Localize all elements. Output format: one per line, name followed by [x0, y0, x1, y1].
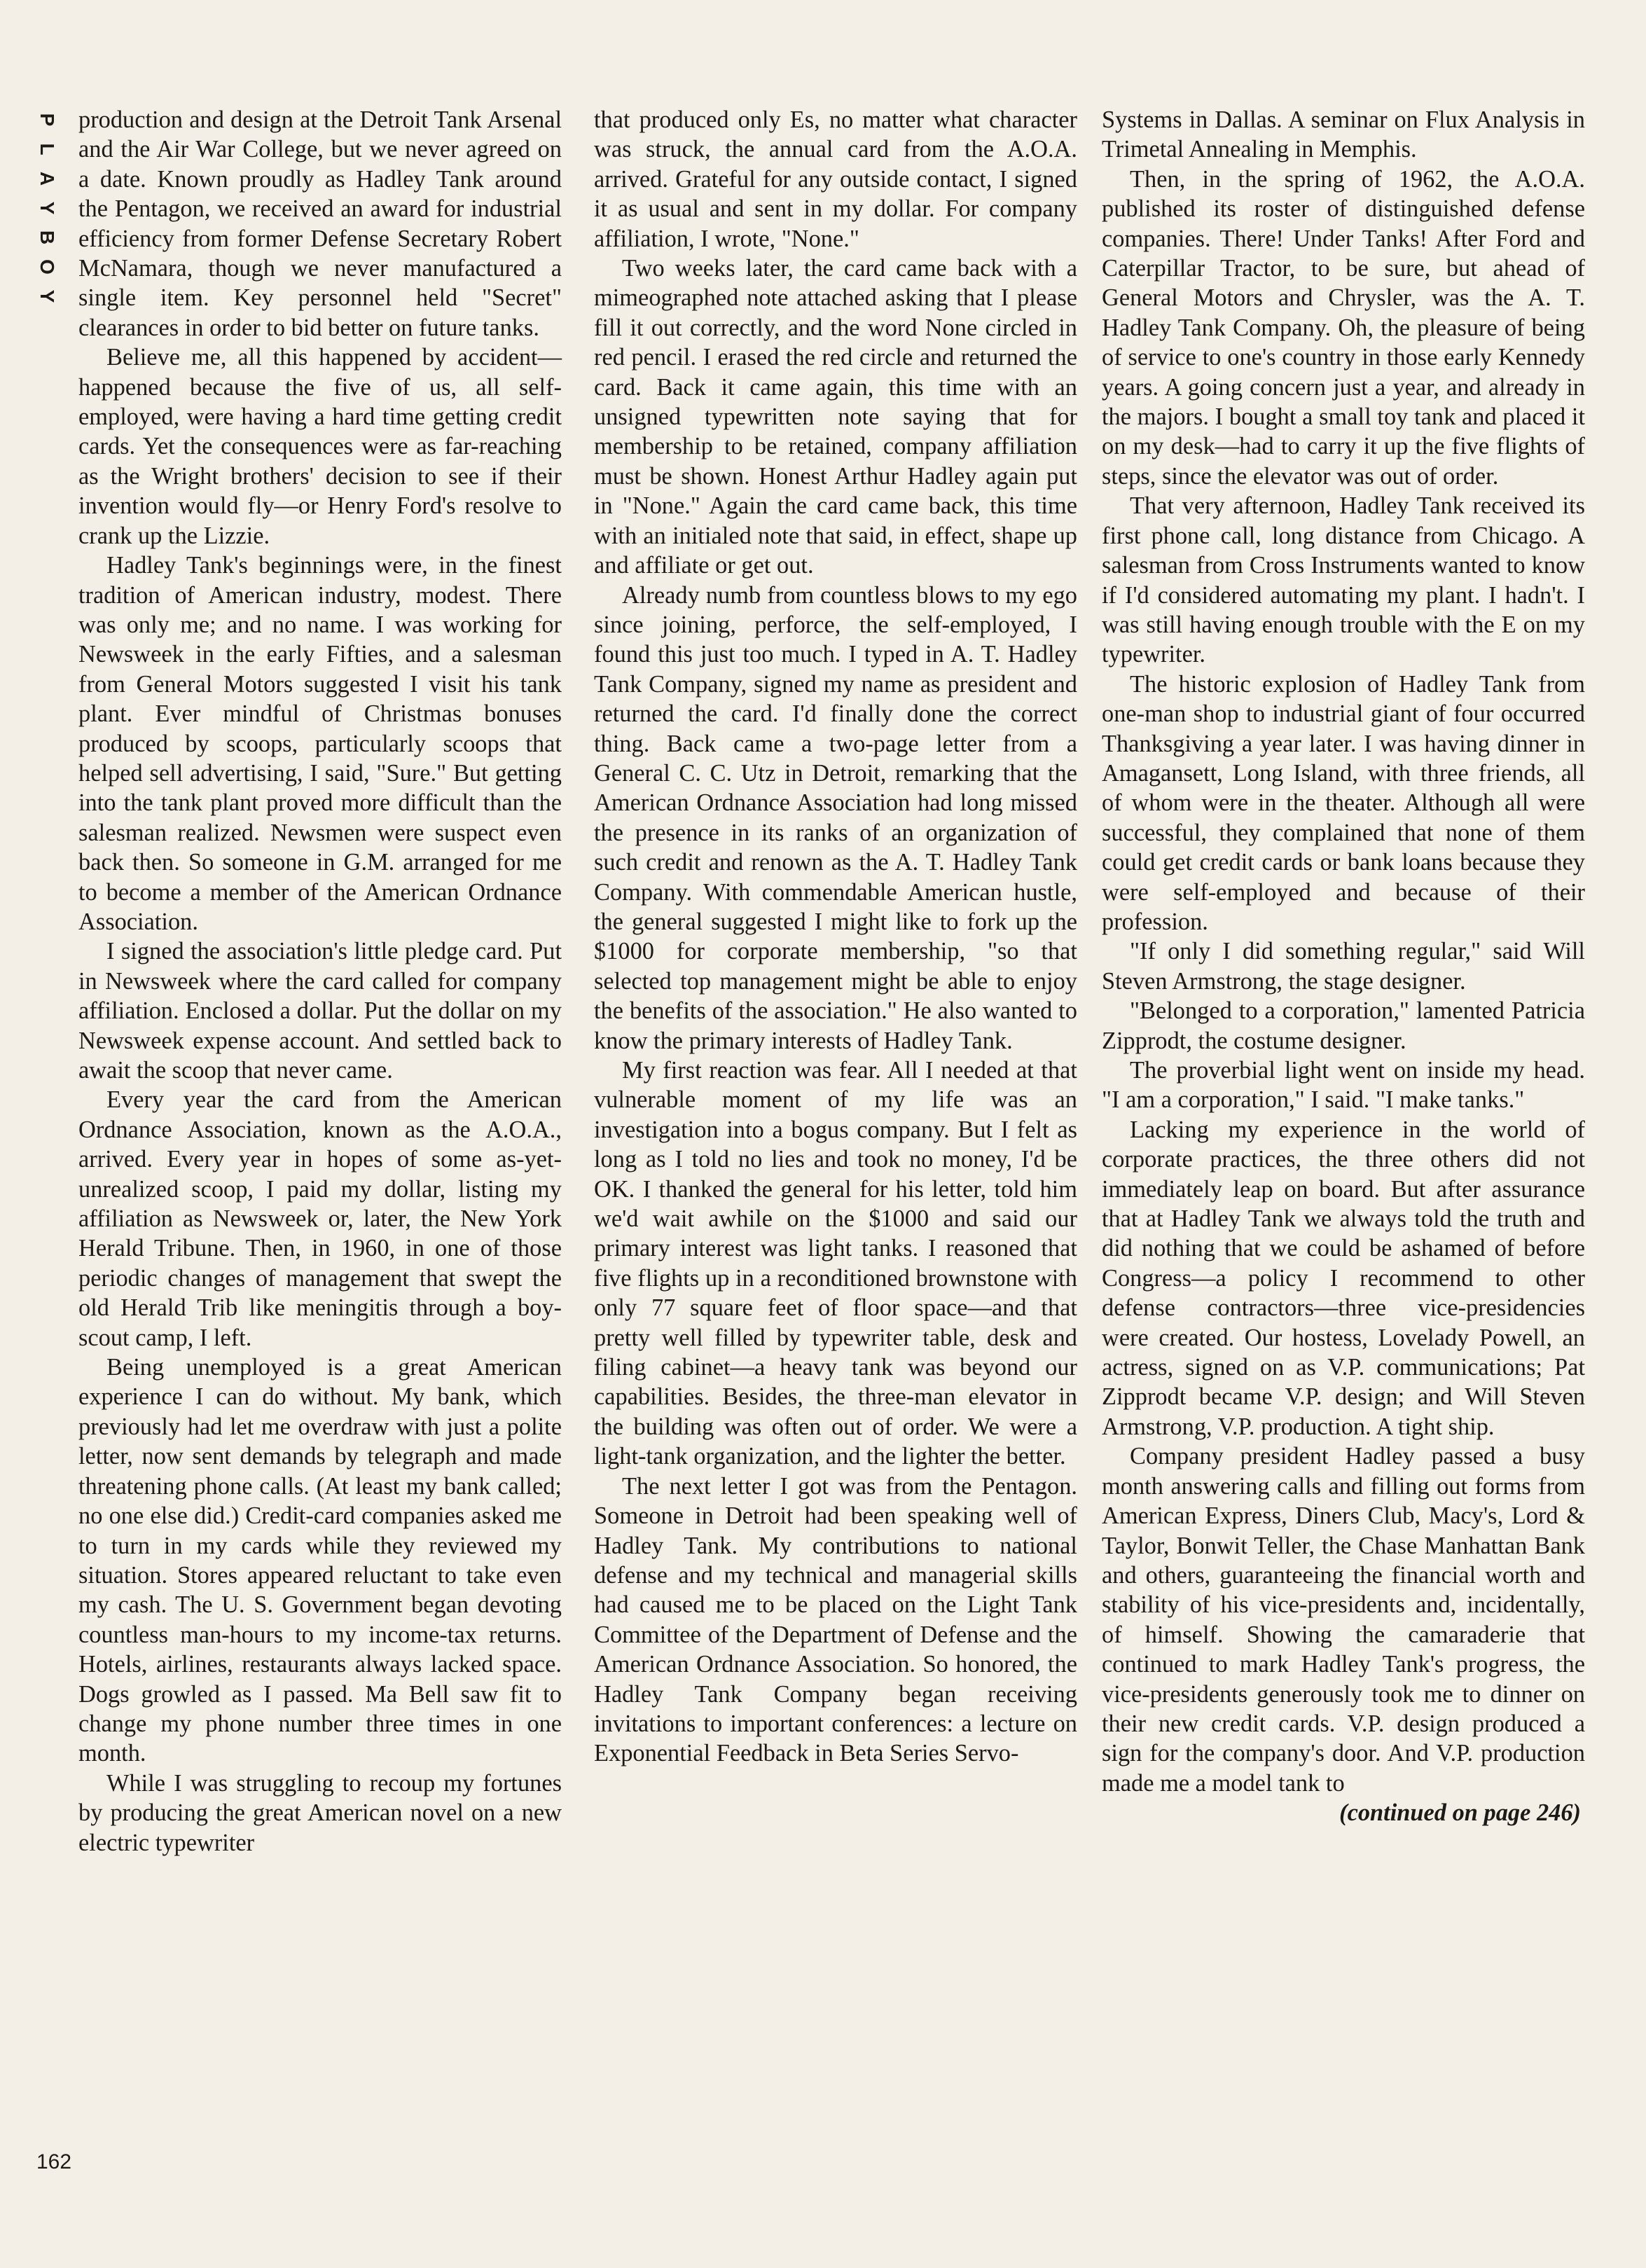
- article-column-1: [78, 105, 562, 1858]
- paragraph: The historic explosion of Hadley Tank from one-man shop to industrial giant of four occurred Thanksgiving a year later. I was having dinner in Amagansett, Long Island, with three friends, all of whom were in the theater. Although all were successful, they complained that none of them could get credit cards or bank loans because they were self-employed and because of their profession.: [1102, 670, 1585, 935]
- paragraph: The next letter I got was from the Pentagon. Someone in Detroit had been speaking well of Hadley Tank. My contributions to national defense and my technical and managerial skills had caused me to be placed on the Light Tank Committee of the Department of Defense and the American Ordnance Association. So honored, the Hadley Tank Company began receiving invitations to important conferences: a lecture on Exponential Feedback in Beta Series Servo-: [594, 1472, 1077, 1767]
- paragraph: The proverbial light went on inside my head. "I am a corporation," I said. "I make tanks.": [1102, 1057, 1585, 1114]
- paragraph: Already numb from countless blows to my ego since joining, perforce, the self-employed, I found this just too much. I typed in A. T. Hadley Tank Company, signed my name as president and returned the card. I'd finally done the correct thing. Back came a two-page letter from a General C. C. Utz in Detroit, remarking that the American Ordnance Association had long missed the presence in its ranks of an organization of such credit and renown as the A. T. Hadley Tank Company. With commendable American hustle, the general suggested I might like to fork up the $1000 for corporate membership, "so that selected top management might be able to enjoy the benefits of the association." He also wanted to know the primary interests of Hadley Tank.: [594, 581, 1077, 1054]
- paragraph: production and design at the Detroit Tank Arsenal and the Air War College, but we never agreed on a date. Known proudly as Hadley Tank around the Pentagon, we received an award for industrial efficiency from former Defense Secretary Robert McNamara, though we never manufactured a single item. Key personnel held "Secret" clearances in order to bid better on future tanks.: [78, 106, 562, 341]
- paragraph: Two weeks later, the card came back with a mimeographed note attached asking that I please fill it out correctly, and the word None circled in red pencil. I erased the red circle and returned the card. Back it came again, this time with an unsigned typewritten note saying that for membership to be retained, company affiliation must be shown. Honest Arthur Hadley again put in "None." Again the card came back, this time with an initialed note that said, in effect, shape up and affiliate or get out.: [594, 255, 1077, 579]
- paragraph: Believe me, all this happened by accident—happened because the five of us, all self-employed, were having a hard time getting credit cards. Yet the consequences were as far-reaching as the Wright brothers' decision to see if their invention would fly—or Henry Ford's resolve to crank up the Lizzie.: [78, 344, 562, 549]
- paragraph: Hadley Tank's beginnings were, in the finest tradition of American industry, modest. There was only me; and no name. I was working for Newsweek in the early Fifties, and a salesman from General Motors suggested I visit his tank plant. Ever mindful of Christmas bonuses produced by scoops, particularly scoops that helped sell advertising, I said, "Sure." But getting into the tank plant proved more difficult than the salesman realized. Newsmen were suspect even back then. So someone in G.M. arranged for me to become a member of the American Ordnance Association.: [78, 552, 562, 935]
- paragraph: My first reaction was fear. All I needed at that vulnerable moment of my life was an investigation into a bogus company. But I felt as long as I told no lies and took no money, I'd be OK. I thanked the general for his letter, told him we'd wait awhile on the $1000 and said our primary interest was light tanks. I reasoned that five flights up in a reconditioned brownstone with only 77 square feet of floor space—and that pretty well filled by typewriter table, desk and filing cabinet—a heavy tank was beyond our capabilities. Besides, the three-man elevator in the building was often out of order. We were a light-tank organization, and the lighter the better.: [594, 1057, 1077, 1470]
- article-column-3: [1102, 105, 1585, 1828]
- paragraph: Lacking my experience in the world of corporate practices, the three others did not immediately leap on board. But after assurance that at Hadley Tank we always told the truth and did nothing that we could be ashamed of before Congress—a policy I recommend to other defense contractors—three vice-presidencies were created. Our hostess, Lovelady Powell, an actress, signed on as V.P. communications; Pat Zipprodt became V.P. design; and Will Steven Armstrong, V.P. production. A tight ship.: [1102, 1116, 1585, 1440]
- paragraph: "Belonged to a corporation," lamented Patricia Zipprodt, the costume designer.: [1102, 997, 1585, 1054]
- paragraph: Being unemployed is a great American experience I can do without. My bank, which previously had let me overdraw with just a polite letter, now sent demands by telegraph and made threatening phone calls. (At least my bank called; no one else did.) Credit-card companies asked me to turn in my cards while they reviewed my situation. Stores appeared reluctant to take even my cash. The U. S. Government began devoting countless man-hours to my income-tax returns. Hotels, airlines, restaurants always lacked space. Dogs growled as I passed. Ma Bell saw fit to change my phone number three times in one month.: [78, 1354, 562, 1767]
- paragraph: that produced only Es, no matter what character was struck, the annual card from the A.O.A. arrived. Grateful for any outside contact, I signed it as usual and sent in my dollar. For company affiliation, I wrote, "None.": [594, 106, 1077, 252]
- magazine-name-letter: Y: [36, 289, 58, 303]
- magazine-name-letter: O: [36, 259, 58, 275]
- article-column-2: [594, 105, 1077, 1769]
- magazine-name-letter: Y: [36, 201, 58, 215]
- magazine-name-letter: B: [36, 230, 58, 245]
- paragraph: Company president Hadley passed a busy month answering calls and filling out forms from American Express, Diners Club, Macy's, Lord & Taylor, Bonwit Teller, the Chase Manhattan Bank and others, guaranteeing the financial worth and stability of his vice-presidents and, incidentally, of himself. Showing the camaraderie that continued to mark Hadley Tank's progress, the vice-presidents generously took me to dinner on their new credit cards. V.P. design produced a sign for the company's door. And V.P. production made me a model tank to: [1102, 1443, 1585, 1797]
- page-number: 162: [36, 2150, 72, 2173]
- paragraph: While I was struggling to recoup my fortunes by producing the great American novel on a new electric typewriter: [78, 1769, 562, 1856]
- paragraph: That very afternoon, Hadley Tank received its first phone call, long distance from Chicago. A salesman from Cross Instruments wanted to know if I'd considered automating my plant. I hadn't. I was still having enough trouble with the E on my typewriter.: [1102, 492, 1585, 668]
- paragraph: Every year the card from the American Ordnance Association, known as the A.O.A., arrived. Every year in hopes of some as-yet-unrealized scoop, I paid my dollar, listing my affiliation as Newsweek or, later, the New York Herald Tribune. Then, in 1960, in one of those periodic changes of management that swept the old Herald Trib like meningitis through a boy-scout camp, I left.: [78, 1086, 562, 1351]
- continued-note: (continued on page 246): [1339, 1799, 1581, 1827]
- paragraph: I signed the association's little pledge card. Put in Newsweek where the card called for company affiliation. Enclosed a dollar. Put the dollar on my Newsweek expense account. And settled back to await the scoop that never came.: [78, 938, 562, 1084]
- paragraph: Then, in the spring of 1962, the A.O.A. published its roster of distinguished defense companies. There! Under Tanks! After Ford and Caterpillar Tractor, to be sure, but ahead of General Motors and Chrysler, was the A. T. Hadley Tank Company. Oh, the pleasure of being of service to one's country in those early Kennedy years. A going concern just a year, and already in the majors. I bought a small toy tank and placed it on my desk—had to carry it up the five flights of steps, since the elevator was out of order.: [1102, 165, 1585, 490]
- magazine-name-letter: A: [36, 171, 58, 186]
- paragraph: "If only I did something regular," said Will Steven Armstrong, the stage designer.: [1102, 938, 1585, 995]
- magazine-name-vertical: [36, 105, 57, 311]
- paragraph: Systems in Dallas. A seminar on Flux Analysis in Trimetal Annealing in Memphis.: [1102, 106, 1585, 163]
- magazine-name-letter: P: [36, 113, 58, 127]
- magazine-name-letter: L: [36, 143, 58, 155]
